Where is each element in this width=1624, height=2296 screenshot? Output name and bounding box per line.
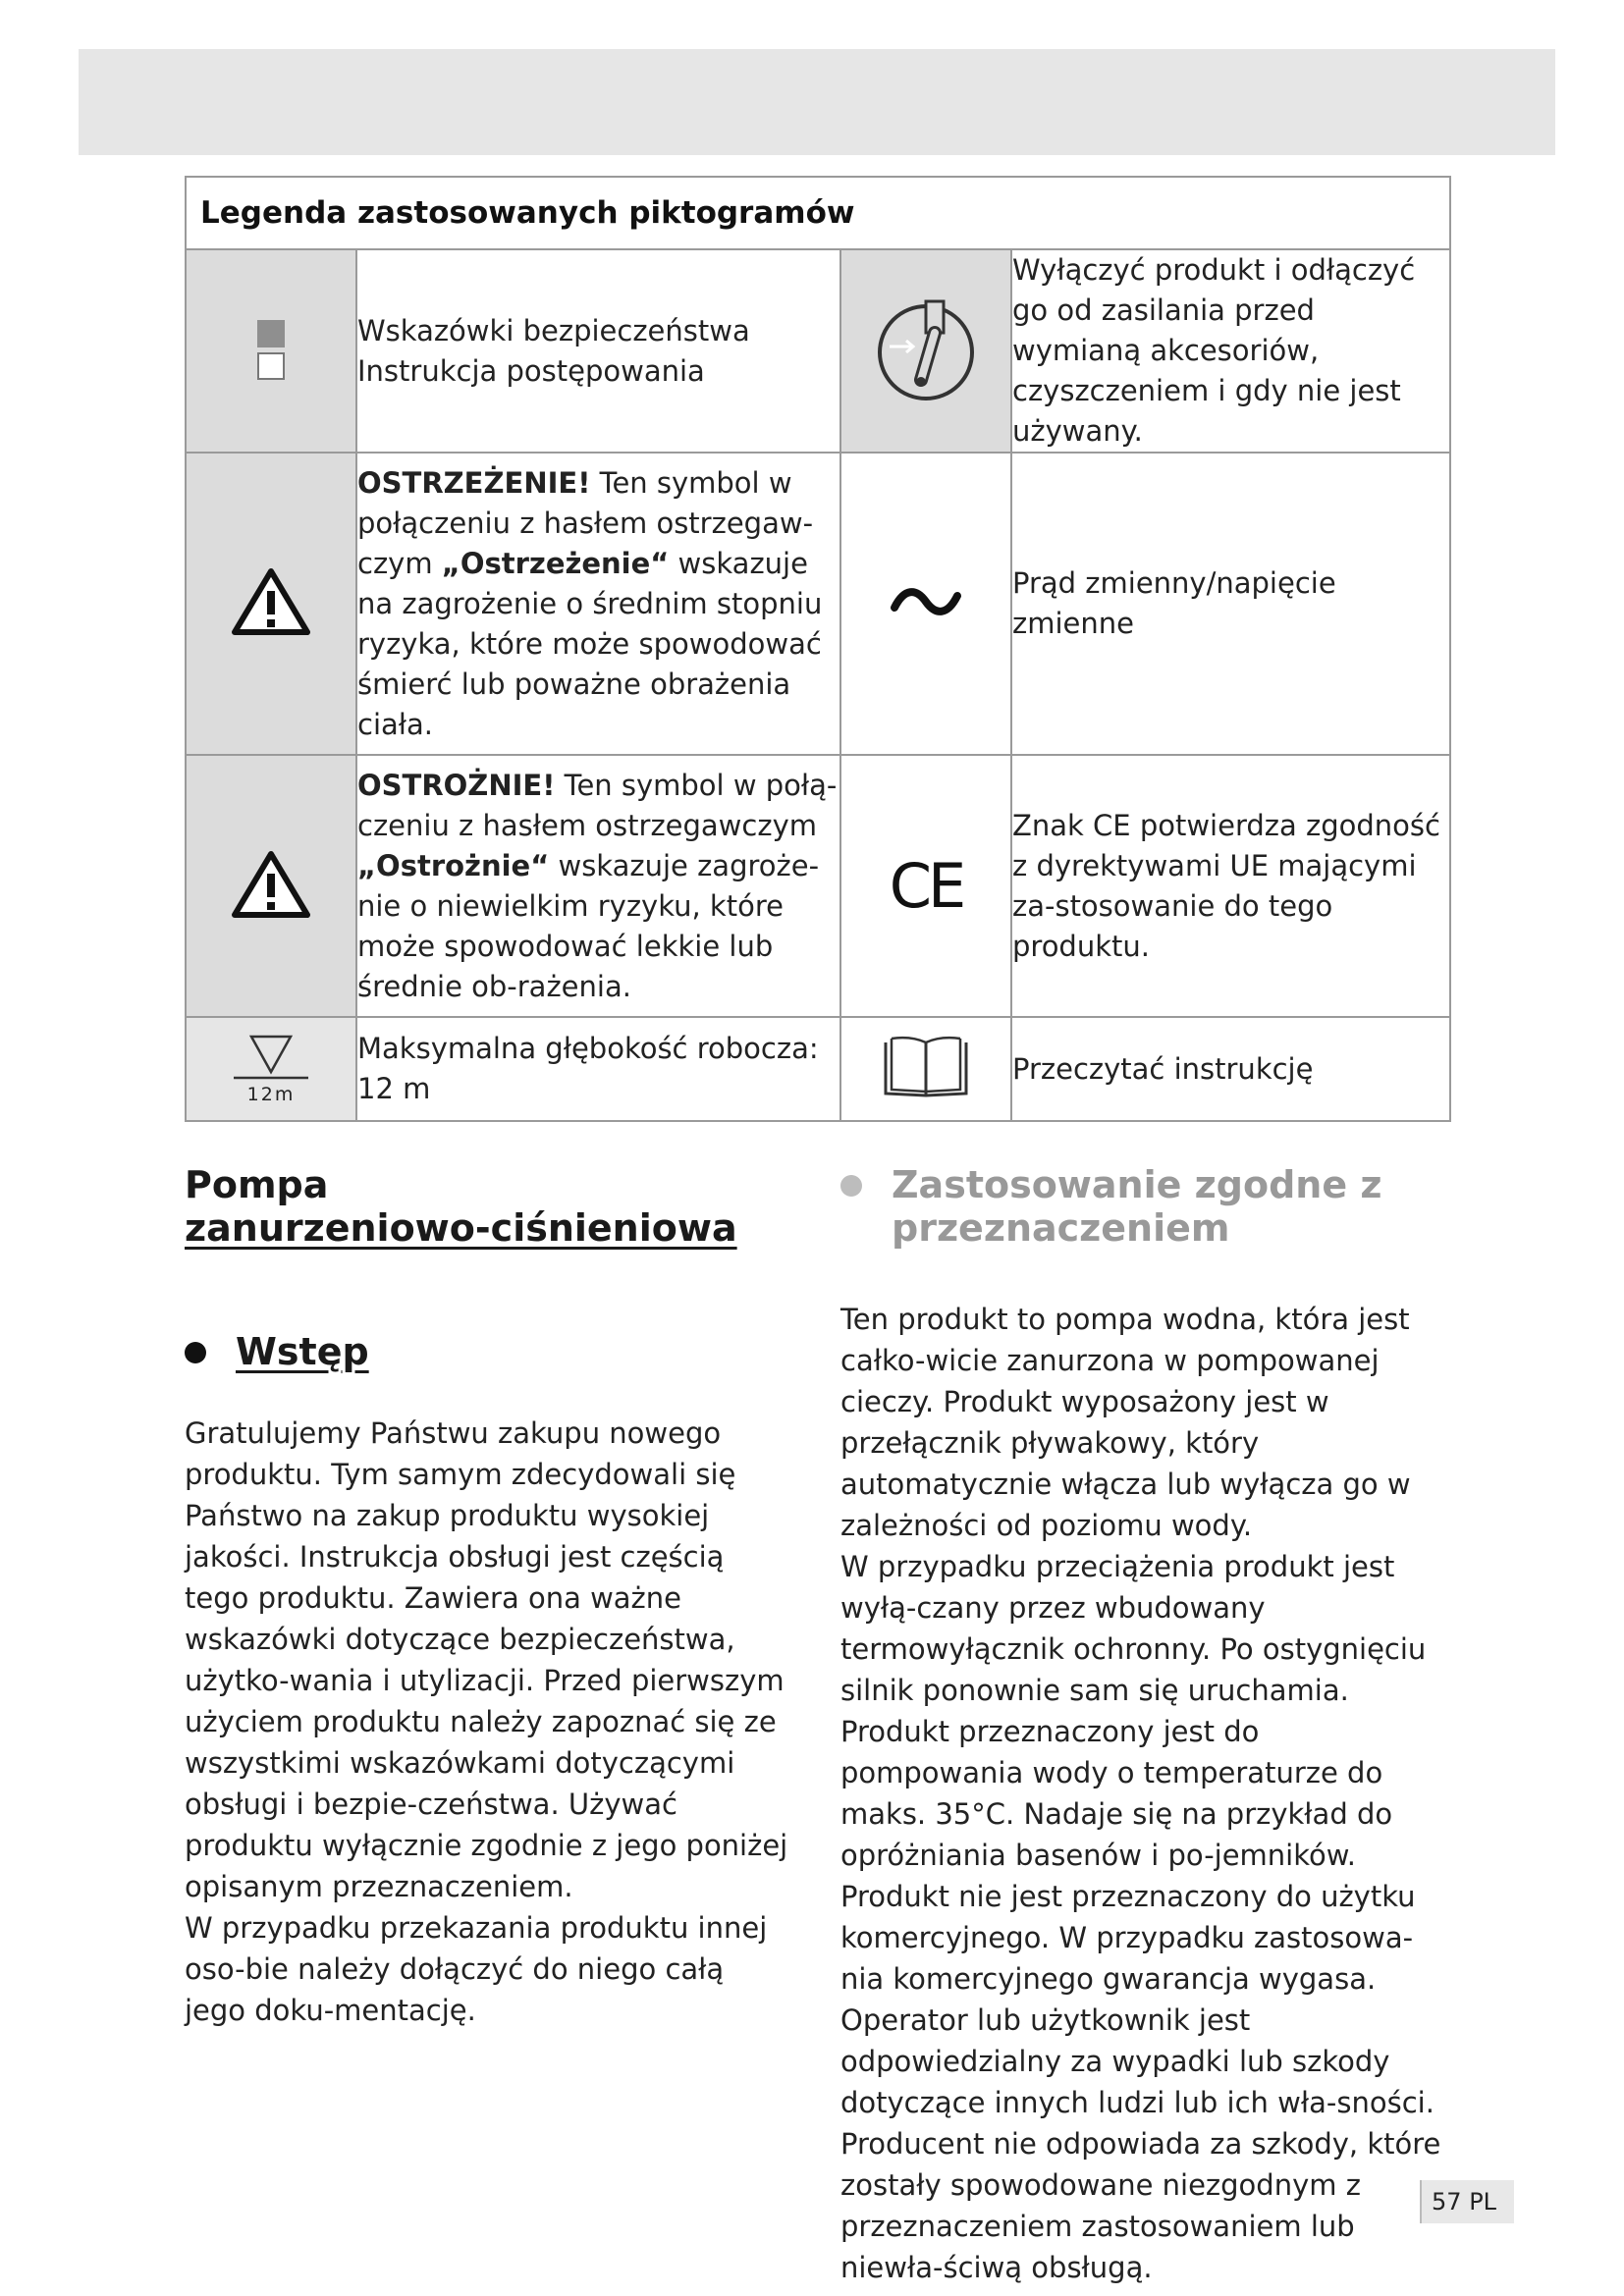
warning-label: OSTRZEŻENIE! (357, 465, 591, 500)
legend-title: Legenda zastosowanych piktogramów (186, 177, 1450, 249)
warning-text-part-2: wskazuje na zagrożenie o średnim stopniu ryzyka, które może spowodować śmierć lub poważne obrażenia ciała. (357, 546, 823, 741)
legend-row-3-right-text: Znak CE potwierdza zgodność z dyrektywami UE mającymi za-stosowanie do tego produktu. (1011, 755, 1450, 1017)
legend-row-3-icon-cell (186, 755, 356, 1017)
left-column (185, 1163, 793, 2031)
page-number: 57 (1432, 2188, 1462, 2216)
caution-triangle-icon (232, 850, 310, 919)
warning-quote: „Ostrzeżenie“ (441, 546, 670, 580)
legend-row-2-icon-cell (186, 453, 356, 755)
warning-text-part-1: Ten symbol w połączeniu z hasłem ostrzegaw-czym (357, 465, 814, 580)
intended-use-paragraph-3: Produkt przeznaczony jest do pompowania wody o temperaturze do maks. 35°C. Nadaje się na przykład do opróżniania basenów i po-jemników. Produkt nie jest przeznaczony do użytku komercyjnego. W przypadku zastosowa-nia komercyjnego gwarancja wygasa. Operator lub użytkownik jest odpowiedzialny za wypadki lub szkody dotyczące innych ludzi lub ich wła-sności. Producent nie odpowiada za szkody, które zostały spowodowane niezgodnym z przeznaczeniem zastosowaniem lub niewła-ściwą obsługą. (840, 1715, 1441, 2284)
legend-row-3-right-icon-cell (840, 755, 1011, 1017)
max-depth-icon (232, 1033, 310, 1082)
legend-row-4-right-icon-cell (840, 1017, 1011, 1121)
alternating-current-icon (889, 582, 963, 621)
legend-row-2-right-text: Prąd zmienny/napięcie zmienne (1011, 453, 1450, 755)
handling-instructions-line: Instrukcja postępowania (357, 353, 705, 388)
safety-squares-icon (254, 317, 288, 382)
caution-text-part-2: wskazuje zagroże-nie o niewielkim ryzyku, które może spowodować lekkie lub średnie ob-rażenia. (357, 848, 820, 1003)
intended-use-paragraph-1: Ten produkt to pompa wodna, która jest całko-wicie zanurzona w pompowanej cieczy. Produkt wyposażony jest w przełącznik pływakowy, który automatycznie włącza lub wyłącza go w zależności od poziomu wody. (840, 1303, 1411, 1542)
intro-heading (185, 1330, 793, 1373)
safety-instructions-line: Wskazówki bezpieczeństwa (357, 313, 750, 347)
intended-use-paragraph-2: W przypadku przeciążenia produkt jest wyłą-czany przez wbudowany termowyłącznik ochronny. Po ostygnięciu silnik ponownie sam się uruchamia. (840, 1550, 1427, 1707)
intro-paragraph-1: Gratulujemy Państwu zakupu nowego produktu. Tym samym zdecydowali się Państwo na zakup produktu wysokiej jakości. Instrukcja obsługi jest częścią tego produktu. Zawiera ona ważne wskazówki dotyczące bezpieczeństwa, użytko-wania i utylizacji. Przed pierwszym użyciem produktu należy zapoznać się ze wszystkimi wskazówkami dotyczącymi obsługi i bezpie-czeństwa. Używać produktu wyłącznie zgodnie z jego poniżej opisanym przeznaczeniem. (185, 1416, 788, 1903)
intro-heading-text: Wstęp (236, 1330, 369, 1373)
bullet-icon (840, 1175, 862, 1197)
page-number-box (1420, 2180, 1514, 2223)
unplug-before-service-icon (872, 295, 980, 403)
caution-label: OSTROŻNIE! (357, 768, 556, 802)
legend-row-2-text (356, 453, 840, 755)
legend-row-1-right-icon-cell (840, 249, 1011, 453)
header-band (79, 49, 1555, 155)
legend-row-1-right-text: Wyłączyć produkt i odłączyć go od zasilania przed wymianą akcesoriów, czyszczeniem i gdy nie jest używany. (1011, 249, 1450, 453)
product-title-line-2: zanurzeniowo-ciśnieniowa (185, 1206, 737, 1250)
intro-paragraph-2: W przypadku przekazania produktu innej oso-bie należy dołączyć do niego całą jego doku-mentację. (185, 1911, 768, 2027)
right-column (840, 1163, 1449, 2288)
max-depth-label: 12m (246, 1084, 296, 1105)
legend-row-4-icon-cell (186, 1017, 356, 1121)
caution-quote: „Ostrożnie“ (357, 848, 550, 882)
intended-use-heading (840, 1163, 1449, 1250)
legend-row-3-text (356, 755, 840, 1017)
legend-row-2-right-icon-cell (840, 453, 1011, 755)
pictogram-legend-table (185, 176, 1451, 1122)
legend-row-4-text: Maksymalna głębokość robocza: 12 m (356, 1017, 840, 1121)
ce-mark-icon: CE (889, 850, 963, 922)
read-manual-book-icon (882, 1035, 970, 1099)
intended-use-heading-text: Zastosowanie zgodne z przeznaczeniem (892, 1163, 1382, 1250)
bullet-icon (185, 1342, 206, 1363)
legend-row-4-right-text: Przeczytać instrukcję (1011, 1017, 1450, 1121)
warning-triangle-icon (232, 567, 310, 636)
product-title (185, 1163, 793, 1250)
caution-text-part-1: Ten symbol w połą-czeniu z hasłem ostrzegawczym (357, 768, 838, 842)
language-code: PL (1469, 2188, 1497, 2216)
legend-row-1-icon-cell (186, 249, 356, 453)
product-title-line-1: Pompa (185, 1163, 329, 1206)
legend-row-1-text (356, 249, 840, 453)
